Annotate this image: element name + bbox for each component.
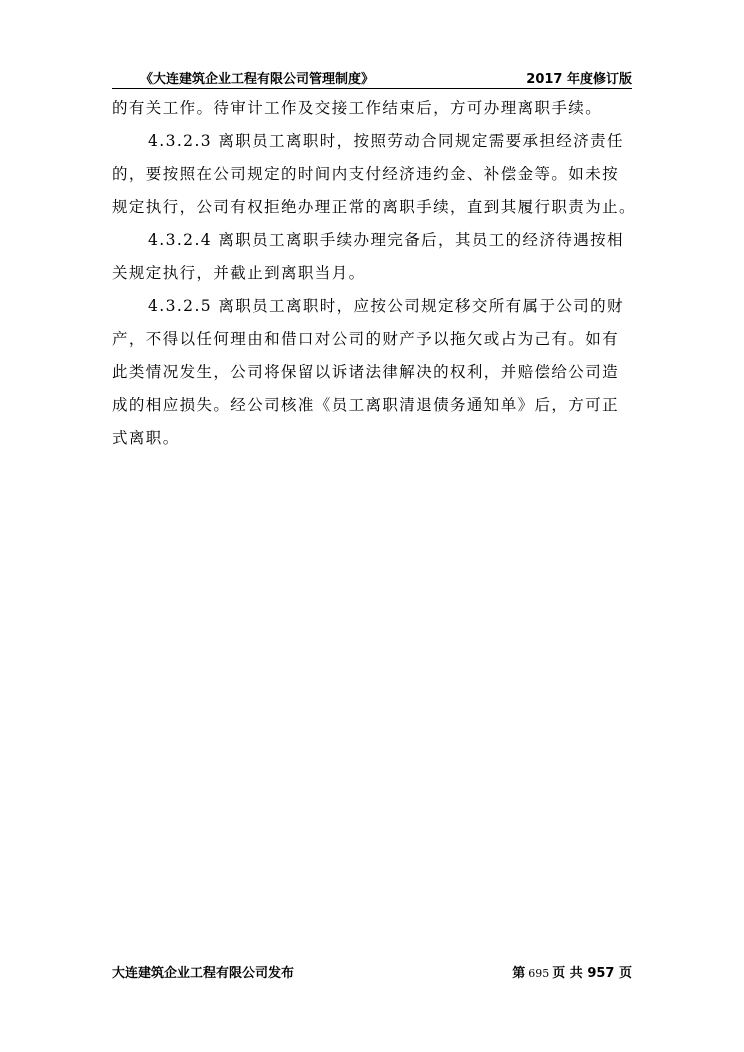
text-line: 此类情况发生，公司将保留以诉诸法律解决的权利，并赔偿给公司造 <box>112 363 620 381</box>
text-line: 的有关工作。待审计工作及交接工作结束后，方可办理离职手续。 <box>112 99 603 117</box>
edition-label: 2017 年度修订版 <box>526 72 632 87</box>
page-prefix: 第 <box>512 966 526 981</box>
page-suffix: 页 <box>618 966 632 981</box>
paragraph-4-3-2-4 <box>112 224 634 290</box>
page-header <box>112 66 632 88</box>
text-line: 4.3.2.3 离职员工离职时，按照劳动合同规定需要承担经济责任 <box>148 132 624 150</box>
document-body <box>112 92 634 455</box>
page-mid: 页 共 <box>552 966 583 981</box>
text-line: 4.3.2.5 离职员工离职时，应按公司规定移交所有属于公司的财 <box>148 297 624 315</box>
document-title: 《大连建筑企业工程有限公司管理制度》 <box>140 72 375 87</box>
text-line: 4.3.2.4 离职员工离职手续办理完备后，其员工的经济待遇按相 <box>148 231 624 249</box>
paragraph-4-3-2-3 <box>112 125 634 224</box>
paragraph-4-3-2-5 <box>112 290 634 455</box>
text-line: 产，不得以任何理由和借口对公司的财产予以拖欠或占为己有。如有 <box>112 330 620 348</box>
text-line: 规定执行，公司有权拒绝办理正常的离职手续，直到其履行职责为止。 <box>112 198 636 216</box>
page-indicator <box>512 962 632 981</box>
page-footer <box>112 962 632 982</box>
text-line: 的，要按照在公司规定的时间内支付经济违约金、补偿金等。如未按 <box>112 165 620 183</box>
paragraph <box>112 92 634 125</box>
publisher-label: 大连建筑企业工程有限公司发布 <box>112 966 295 981</box>
header-rule <box>112 88 632 89</box>
text-line: 成的相应损失。经公司核准《员工离职清退债务通知单》后，方可正 <box>112 396 620 414</box>
page-number: 695 <box>528 967 550 980</box>
text-line: 式离职。 <box>112 429 180 447</box>
text-line: 关规定执行，并截止到离职当月。 <box>112 264 366 282</box>
total-pages: 957 <box>587 966 615 981</box>
